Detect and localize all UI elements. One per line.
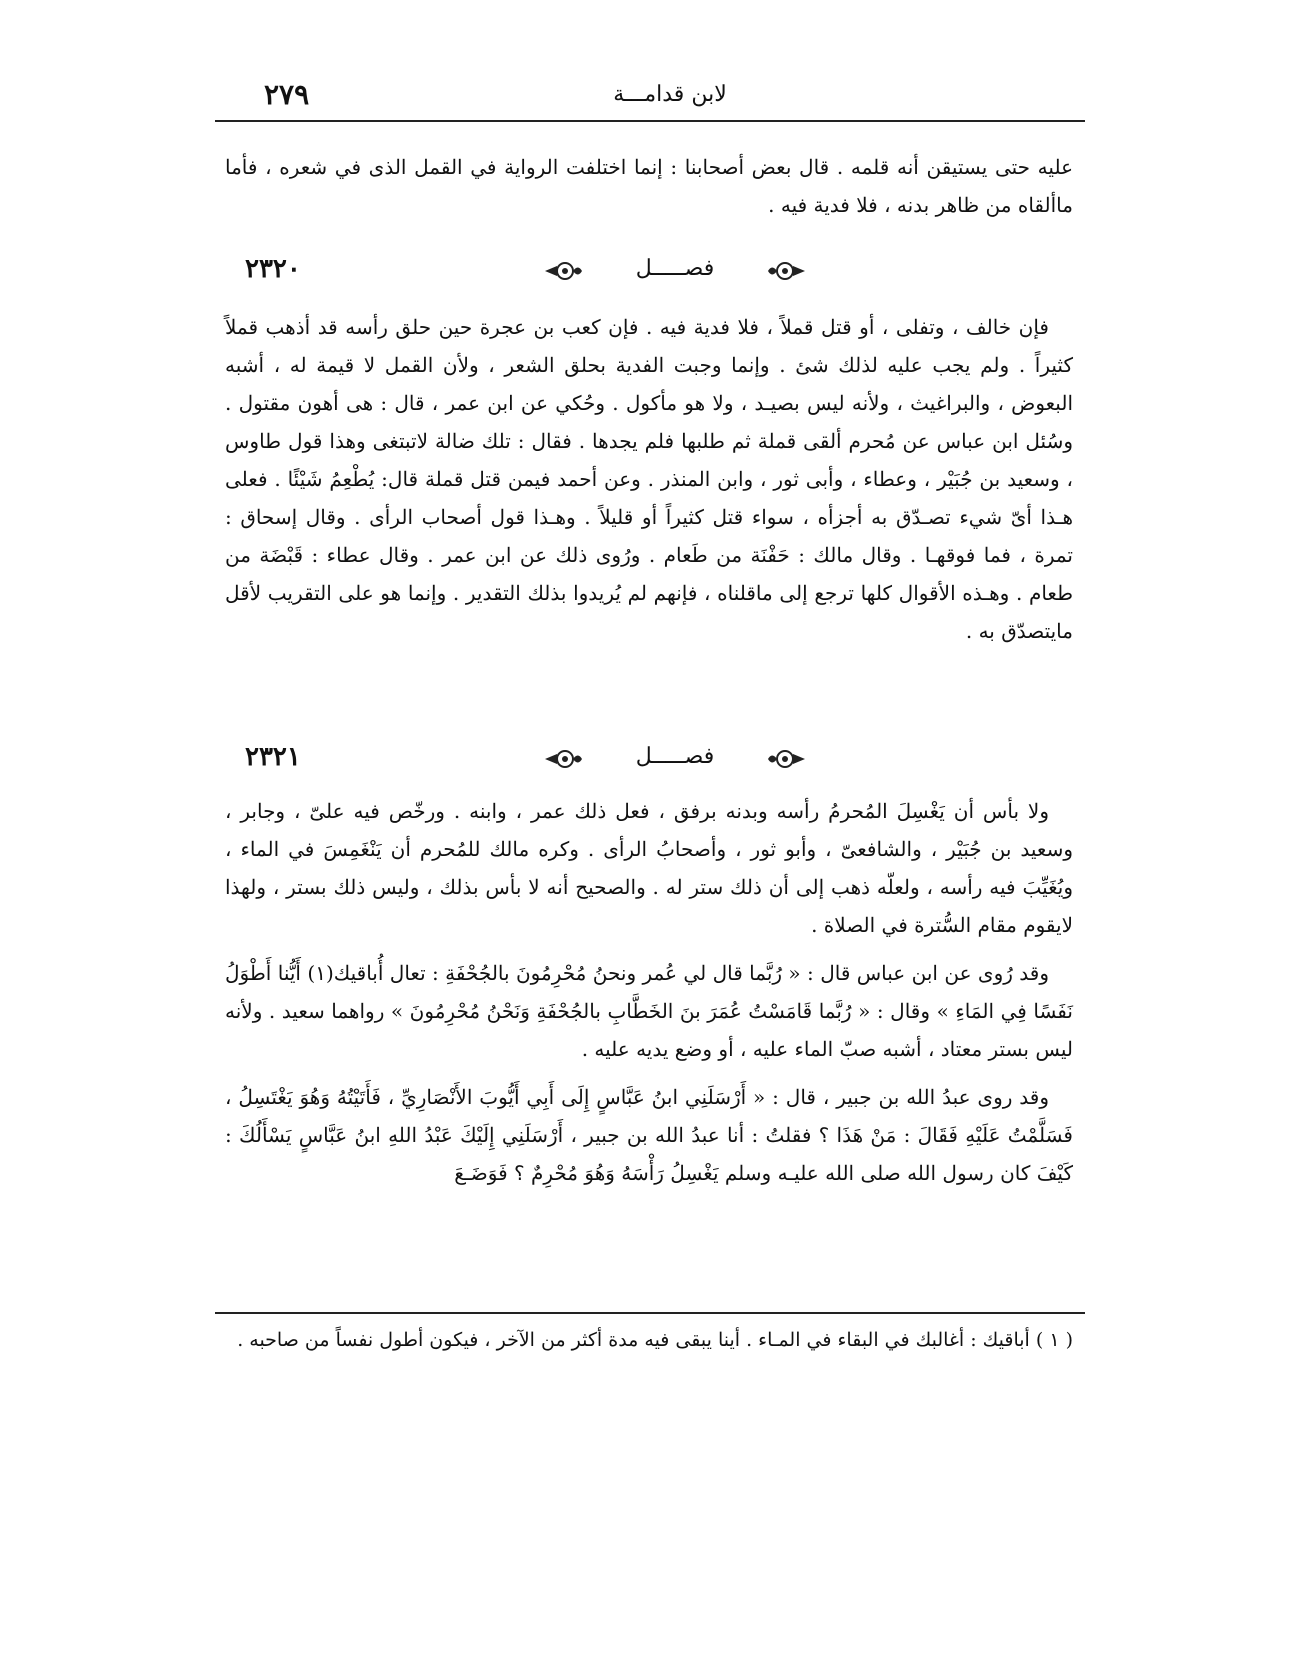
section-title: فصـــــل	[635, 256, 715, 281]
paragraph: وقد روى عبدُ الله بن جبير ، قال : « أَرْسَلَنِي ابنُ عَبَّاسٍ إِلَى أَبِي أَيُّوبَ الأَنْصَارِيِّ ، فَأَتَيْتُهُ وَهُوَ يَغْتَسِلُ ، فَسَلَّمْتُ عَلَيْهِ فَقَالَ : مَنْ هَذَا ؟ فقلتُ : أنا عبدُ الله بن جبير ، أَرْسَلَنِي إِلَيْكَ عَبْدُ اللهِ ابنُ عَبَّاسٍ يَسْأَلُكَ : كَيْفَ كان رسول الله صلى الله عليـه وسلم يَغْسِلُ رَأْسَهُ وَهُوَ مُحْرِمٌ ؟ فَوَضَـعَ	[225, 1085, 1073, 1185]
section-number: ٢٣٢١	[245, 742, 301, 772]
page-header	[220, 78, 1080, 118]
intro-text	[225, 148, 1073, 224]
running-head: لابن قدامـــة	[613, 82, 727, 107]
section-2321-text	[225, 792, 1073, 1192]
section-title: فصـــــل	[635, 744, 715, 769]
section-heading-2321	[225, 740, 1073, 780]
footnote-rule	[215, 1312, 1085, 1314]
paragraph: ولا بأس أن يَغْسِلَ المُحرمُ رأسه وبدنه برفق ، فعل ذلك عمر ، وابنه . ورخّص فيه علىّ ، وجابر ، وسعيد بن جُبَيْر ، والشافعىّ ، وأبو ثور ، وأصحابُ الرأى . وكره مالك للمُحرم أن يَنْغَمِسَ في الماء ، ويُغَيِّبَ فيه رأسه ، ولعلّه ذهب إلى أن ذلك ستر له . والصحيح أنه لا بأس بذلك ، وليس ذلك بستر ، ولهذا لايقوم مقام السُّترة في الصلاة .	[225, 799, 1073, 937]
section-2320-text	[225, 308, 1073, 650]
paragraph: عليه حتى يستيقن أنه قلمه . قال بعض أصحابنا : إنما اختلفت الرواية في القمل الذى في شعره ، فأما ماألقاه من ظاهر بدنه ، فلا فدية فيه .	[225, 155, 1073, 217]
ornament-icon	[767, 260, 807, 282]
section-heading-2320	[225, 252, 1073, 292]
footnote: ( ١ ) أباقيك : أغالبك في البقاء في المـاء . أينا يبقى فيه مدة أكثر من الآخر ، فيكون أطول نفساً من صاحبه .	[237, 1329, 1073, 1351]
ornament-icon	[767, 748, 807, 770]
section-number: ٢٣٢٠	[245, 254, 301, 284]
page-number: ٢٧٩	[264, 78, 310, 111]
paragraph: وقد رُوى عن ابن عباس قال : « رُبَّما قال لي عُمر ونحنُ مُحْرِمُونَ بالجُحْفَةِ : تعال أُباقيك(١) أَيُّنا أَطْوَلُ نَفَسًا فِي المَاءِ » وقال : « رُبَّما قَامَسْتُ عُمَرَ بنَ الخَطَّابِ بالجُحْفَةِ وَنَحْنُ مُحْرِمُونَ » رواهما سعيد . ولأنه ليس بستر معتاد ، أشبه صبّ الماء عليه ، أو وضع يديه عليه .	[225, 961, 1073, 1061]
ornament-icon	[543, 748, 583, 770]
ornament-icon	[543, 260, 583, 282]
paragraph: فإن خالف ، وتفلى ، أو قتل قملاً ، فلا فدية فيه . فإن كعب بن عجرة حين حلق رأسه قد أذهب قملاً كثيراً . ولم يجب عليه لذلك شئ . وإنما وجبت الفدية بحلق الشعر ، ولأن القمل لا قيمة له ، أشبه البعوض ، والبراغيث ، ولأنه ليس بصيـد ، ولا هو مأكول . وحُكي عن ابن عمر ، قال : هى أهون مقتول . وسُئل ابن عباس عن مُحرم ألقى قملة ثم طلبها فلم يجدها . فقال : تلك ضالة لاتبتغى وهذا قول طاوس ، وسعيد بن جُبَيْر ، وعطاء ، وأبى ثور ، وابن المنذر . وعن أحمد فيمن قتل قملة قال: يُطْعِمُ شَيْئًا . فعلى هـذا أىّ شيء تصـدّق به أجزأه ، سواء قتل كثيراً أو قليلاً . وهـذا قول أصحاب الرأى . وقال إسحاق : تمرة ، فما فوقهـا . وقال مالك : حَفْنَة من طَعام . ورُوى ذلك عن ابن عمر . وقال عطاء : قَبْضَة من طعام . وهـذه الأقوال كلها ترجع إلى ماقلناه ، فإنهم لم يُريدوا بذلك التقدير . وإنما هو على التقريب لأقل مايتصدّق به .	[225, 315, 1073, 643]
header-rule	[215, 120, 1085, 122]
